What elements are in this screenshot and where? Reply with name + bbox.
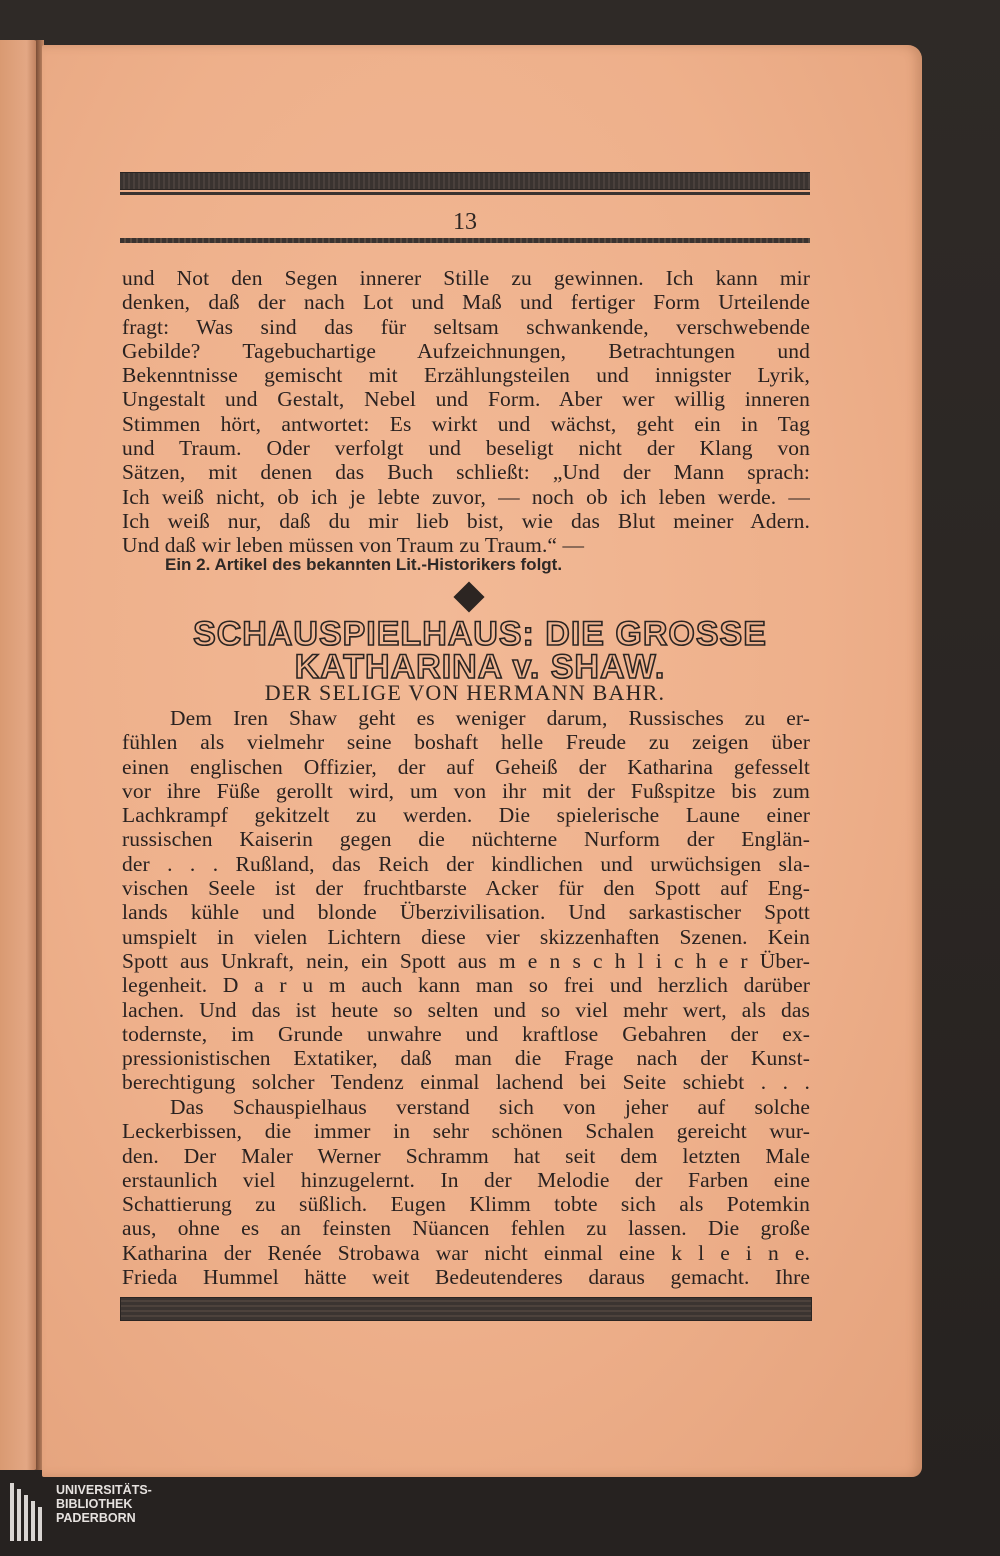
text-line: Ungestalt und Gestalt, Nebel und Form. Aber wer willig inneren — [122, 387, 810, 412]
text-line: erstaunlich viel hinzugelernt. In der Melodie der Farben eine — [122, 1167, 810, 1192]
library-logo — [6, 1477, 152, 1547]
text-line: Sätzen, mit denen das Buch schließt: „Und der Mann sprach: — [122, 460, 810, 485]
facing-page-edge — [0, 40, 38, 1470]
text-line: Frieda Hummel hätte weit Bedeutenderes daraus gemacht. Ihre — [122, 1265, 810, 1290]
text-line: Dem Iren Shaw geht es weniger darum, Russisches zu er- — [170, 706, 810, 730]
text-line: todernste, im Grunde unwahre und kraftlose Gebahren der ex- — [122, 1021, 810, 1046]
text-line: den. Der Maler Werner Schramm hat seit dem letzten Male — [122, 1143, 810, 1168]
text-line: lachen. Und das ist heute so selten und so viel mehr wert, als das — [122, 997, 810, 1022]
text-line: Ich weiß nur, daß du mir lieb bist, wie das Blut meiner Adern. — [122, 508, 810, 533]
text-line: Lachkrampf gekitzelt zu werden. Die spielerische Laune einer — [122, 803, 810, 828]
logo-line-1: UNIVERSITÄTS- — [56, 1483, 152, 1497]
text-line: legenheit. D a r u m auch kann man so frei und herzlich darüber — [122, 973, 810, 998]
text-line: und Traum. Oder verfolgt und beseligt nicht der Klang von — [122, 436, 810, 461]
text-line: Ich weiß nicht, ob ich je lebte zuvor, — noch ob ich leben werde. — — [122, 484, 810, 509]
text-line: Schattierung zu süßlich. Eugen Klimm tobte sich als Potemkin — [122, 1192, 810, 1217]
text-line: lands kühle und blonde Überzivilisation. Und sarkastischer Spott — [122, 900, 810, 925]
text-line: einen englischen Offizier, der auf Geheiß der Katharina gefesselt — [122, 754, 810, 779]
headline-line-2: KATHARINA v. SHAW. — [294, 648, 666, 686]
top-thin-rule — [120, 192, 810, 195]
text-line: fragt: Was sind das für seltsam schwankende, verschwebende — [122, 314, 810, 339]
logo-line-3: PADERBORN — [56, 1511, 136, 1525]
text-line: Gebilde? Tagebuchartige Aufzeichnungen, Betrachtungen und — [122, 338, 810, 363]
text-line: denken, daß der nach Lot und Maß und fertiger Form Urteilende — [122, 290, 810, 315]
page-number: 13 — [453, 209, 477, 235]
logo-line-2: BIBLIOTHEK — [56, 1497, 133, 1511]
text-line: pressionistischen Extatiker, daß man die Frage nach der Kunst- — [122, 1046, 810, 1071]
article-continuation-paragraph — [122, 266, 810, 558]
subheadline: DER SELIGE VON HERMANN BAHR. — [264, 680, 666, 705]
text-line: fühlen als vielmehr seine boshaft helle Freude zu zeigen über — [122, 730, 810, 755]
follow-up-note: Ein 2. Artikel des bekannten Lit.-Historikers folgt. — [165, 555, 563, 574]
text-line: aus, ohne es an feinsten Nüancen fehlen zu lassen. Die große — [122, 1216, 810, 1241]
page-number-rule — [120, 238, 810, 243]
headline-line-1: SCHAUSPIELHAUS: DIE GROSSE — [193, 615, 767, 653]
review-paragraph — [122, 706, 810, 1095]
text-line: Katharina der Renée Strobawa war nicht einmal eine k l e i n e. — [122, 1240, 810, 1265]
text-line: Spott aus Unkraft, nein, ein Spott aus m e n s c h l i c h e r Über- — [122, 948, 810, 973]
text-line: Stimmen hört, antwortet: Es wirkt und wächst, geht ein in Tag — [122, 411, 810, 436]
text-line: berechtigung solcher Tendenz einmal lachend bei Seite schiebt . . . — [122, 1070, 810, 1095]
text-line: vor ihre Füße gerollt wird, um von ihr mit der Fußspitze bis zum — [122, 778, 810, 803]
top-ornamental-rule — [120, 172, 810, 190]
text-line: russischen Kaiserin gegen die nüchterne Nurform der Englän- — [122, 827, 810, 852]
text-line: Bekenntnisse gemischt mit Erzählungsteilen und innigster Lyrik, — [122, 363, 810, 388]
text-line: vischen Seele ist der fruchtbarste Acker für den Spott auf Eng- — [122, 876, 810, 901]
bottom-ornamental-rule — [120, 1297, 812, 1321]
text-line: Und daß wir leben müssen von Traum zu Traum.“ — — [122, 533, 585, 558]
library-logo-icon — [6, 1477, 50, 1543]
text-line: Das Schauspielhaus verstand sich von jeher auf solche — [170, 1095, 810, 1119]
review-paragraph-2 — [122, 1095, 810, 1289]
text-line: und Not den Segen innerer Stille zu gewinnen. Ich kann mir — [122, 266, 810, 290]
text-line: Leckerbissen, die immer in sehr schönen Schalen gereicht wur- — [122, 1119, 810, 1144]
text-line: umspielt in vielen Lichtern diese vier skizzenhaften Szenen. Kein — [122, 924, 810, 949]
text-line: der . . . Rußland, das Reich der kindlichen und urwüchsigen sla- — [122, 851, 810, 876]
